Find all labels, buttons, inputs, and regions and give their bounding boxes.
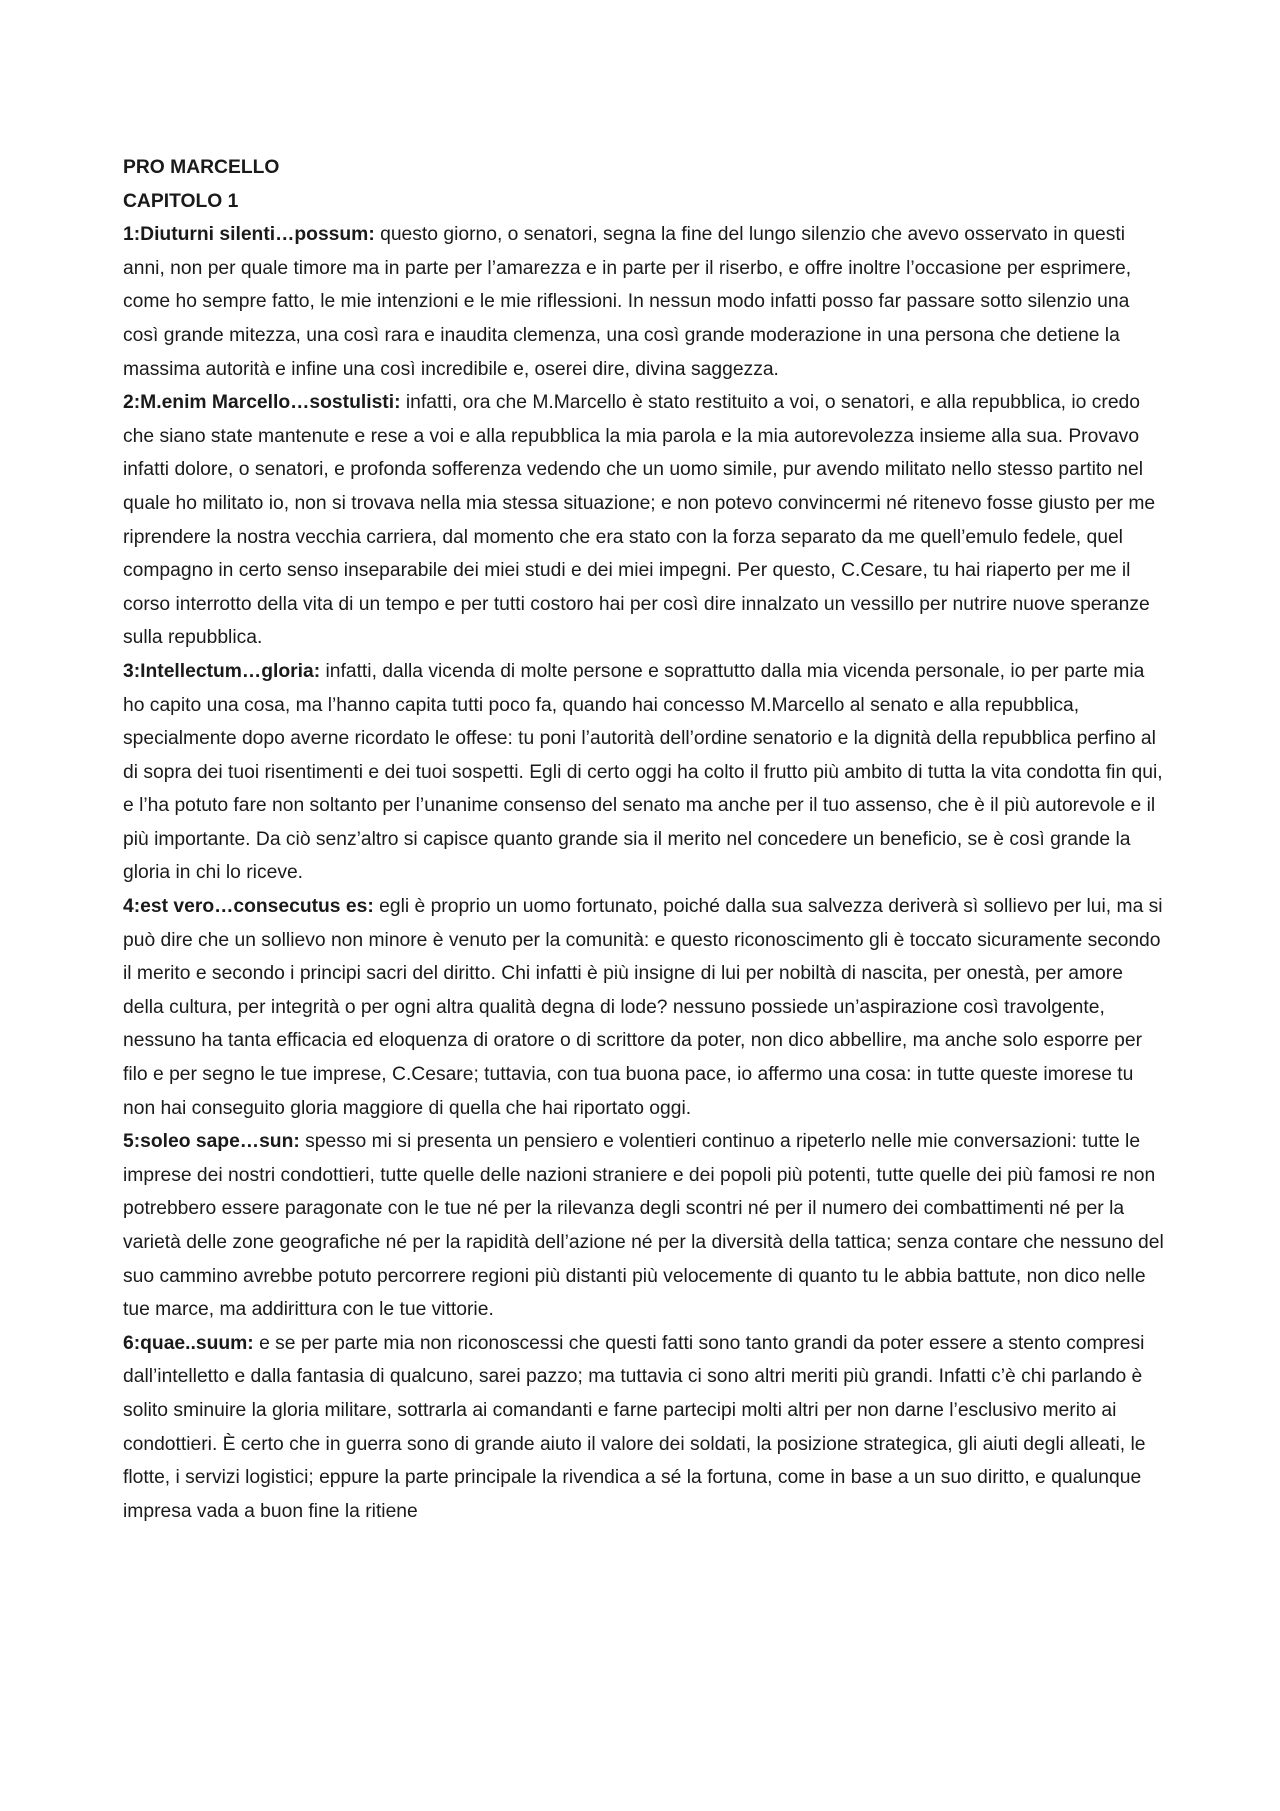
paragraph-5 bbox=[123, 1125, 1168, 1327]
paragraph-text: infatti, ora che M.Marcello è stato restituito a voi, o senatori, e alla repubblica, io credo che siano state mantenute e rese a voi e alla repubblica la mia parola e la mia autorevolezza insieme alla sua. Provavo infatti dolore, o senatori, e profonda sofferenza vedendo che un uomo simile, pur avendo militato nello stesso partito nel quale ho militato io, non si trovava nella mia stessa situazione; e non potevo convincermi né ritenevo fosse giusto per me riprendere la nostra vecchia carriera, dal momento che era stato con la forza separato da me quell’emulo fedele, quel compagno in certo senso inseparabile dei miei studi e dei miei impegni. Per questo, C.Cesare, tu hai riaperto per me il corso interrotto della vita di un tempo e per tutti costoro hai per così dire innalzato un vessillo per nutrire nuove speranze sulla repubblica. bbox=[123, 392, 1156, 649]
paragraph-3 bbox=[123, 655, 1168, 890]
paragraph-1 bbox=[123, 218, 1168, 386]
chapter-heading: CAPITOLO 1 bbox=[123, 190, 239, 212]
paragraph-text: egli è proprio un uomo fortunato, poiché dalla sua salvezza deriverà sì sollievo per lui, ma si può dire che un sollievo non minore è venuto per la comunità: e questo riconoscimento gli è toccato sicuramente secondo il merito e secondo i principi sacri del diritto. Chi infatti è più insigne di lui per nobiltà di nascita, per onestà, per amore della cultura, per integrità o per ogni altra qualità degna di lode? nessuno possiede un’aspirazione così travolgente, nessuno ha tanta efficacia ed eloquenza di oratore o di scrittore da poter, non dico abbellire, ma anche solo esporre per filo e per segno le tue imprese, C.Cesare; tuttavia, con tua buona pace, io affermo una cosa: in tutte queste imorese tu non hai conseguito gloria maggiore di quella che hai riportato oggi. bbox=[123, 896, 1163, 1119]
document-page bbox=[123, 151, 1168, 1528]
paragraph-2 bbox=[123, 386, 1168, 655]
paragraph-label: 2:M.enim Marcello…sostulisti: bbox=[123, 392, 401, 414]
paragraph-4 bbox=[123, 890, 1168, 1125]
document-title: PRO MARCELLO bbox=[123, 157, 280, 178]
paragraph-text: spesso mi si presenta un pensiero e volentieri continuo a ripeterlo nelle mie conversazioni: tutte le imprese dei nostri condottieri, tutte quelle delle nazioni straniere e dei popoli più potenti, tutte quelle dei più famosi re non potrebbero essere paragonate con le tue né per la rilevanza degli scontri né per il numero dei combattimenti né per la varietà delle zone geografiche né per la rapidità dell’azione né per la diversità della tattica; senza contare che nessuno del suo cammino avrebbe potuto percorrere regioni più distanti più velocemente di quanto tu le abbia battute, non dico nelle tue marce, ma addirittura con le tue vittorie. bbox=[123, 1131, 1164, 1321]
paragraph-text: questo giorno, o senatori, segna la fine del lungo silenzio che avevo osservato in questi anni, non per quale timore ma in parte per l’amarezza e in parte per il riserbo, e offre inoltre l’occasione per esprimere, come ho sempre fatto, le mie intenzioni e le mie riflessioni. In nessun modo infatti posso far passare sotto silenzio una così grande mitezza, una così rara e inaudita clemenza, una così grande moderazione in una persona che detiene la massima autorità e infine una così incredibile e, oserei dire, divina saggezza. bbox=[123, 224, 1132, 380]
paragraph-label: 1:Diuturni silenti…possum: bbox=[123, 224, 375, 246]
paragraph-label: 6:quae..suum: bbox=[123, 1332, 254, 1354]
paragraph-label: 3:Intellectum…gloria: bbox=[123, 660, 321, 682]
paragraph-text: infatti, dalla vicenda di molte persone e soprattutto dalla mia vicenda personale, io per parte mia ho capito una cosa, ma l’hanno capita tutti poco fa, quando hai concesso M.Marcello al senato e alla repubblica, specialmente dopo averne ricordato le offese: tu poni l’autorità dell’ordine senatorio e la dignità della repubblica perfino al di sopra dei tuoi risentimenti e dei tuoi sospetti. Egli di certo oggi ha colto il frutto più ambito di tutta la vita condotta fin qui, e l’ha potuto fare non soltanto per l’unanime consenso del senato ma anche per il tuo assenso, che è il più autorevole e il più importante. Da ciò senz’altro si capisce quanto grande sia il merito nel concedere un beneficio, se è così grande la gloria in chi lo riceve. bbox=[123, 660, 1163, 884]
paragraph-text: e se per parte mia non riconoscessi che questi fatti sono tanto grandi da poter essere a stento compresi dall’intelletto e dalla fantasia di qualcuno, sarei pazzo; ma tuttavia ci sono altri meriti più grandi. Infatti c’è chi parlando è solito sminuire la gloria militare, sottrarla ai comandanti e farne partecipi molti altri per non darne l’esclusivo merito ai condottieri. È certo che in guerra sono di grande aiuto il valore dei soldati, la posizione strategica, gli aiuti degli alleati, le flotte, i servizi logistici; eppure la parte principale la rivendica a sé la fortuna, come in base a un suo diritto, e qualunque impresa vada a buon fine la ritiene bbox=[123, 1332, 1146, 1522]
paragraph-label: 4:est vero…consecutus es: bbox=[123, 896, 374, 918]
paragraph-label: 5:soleo sape…sun: bbox=[123, 1131, 300, 1153]
paragraph-6 bbox=[123, 1327, 1168, 1529]
